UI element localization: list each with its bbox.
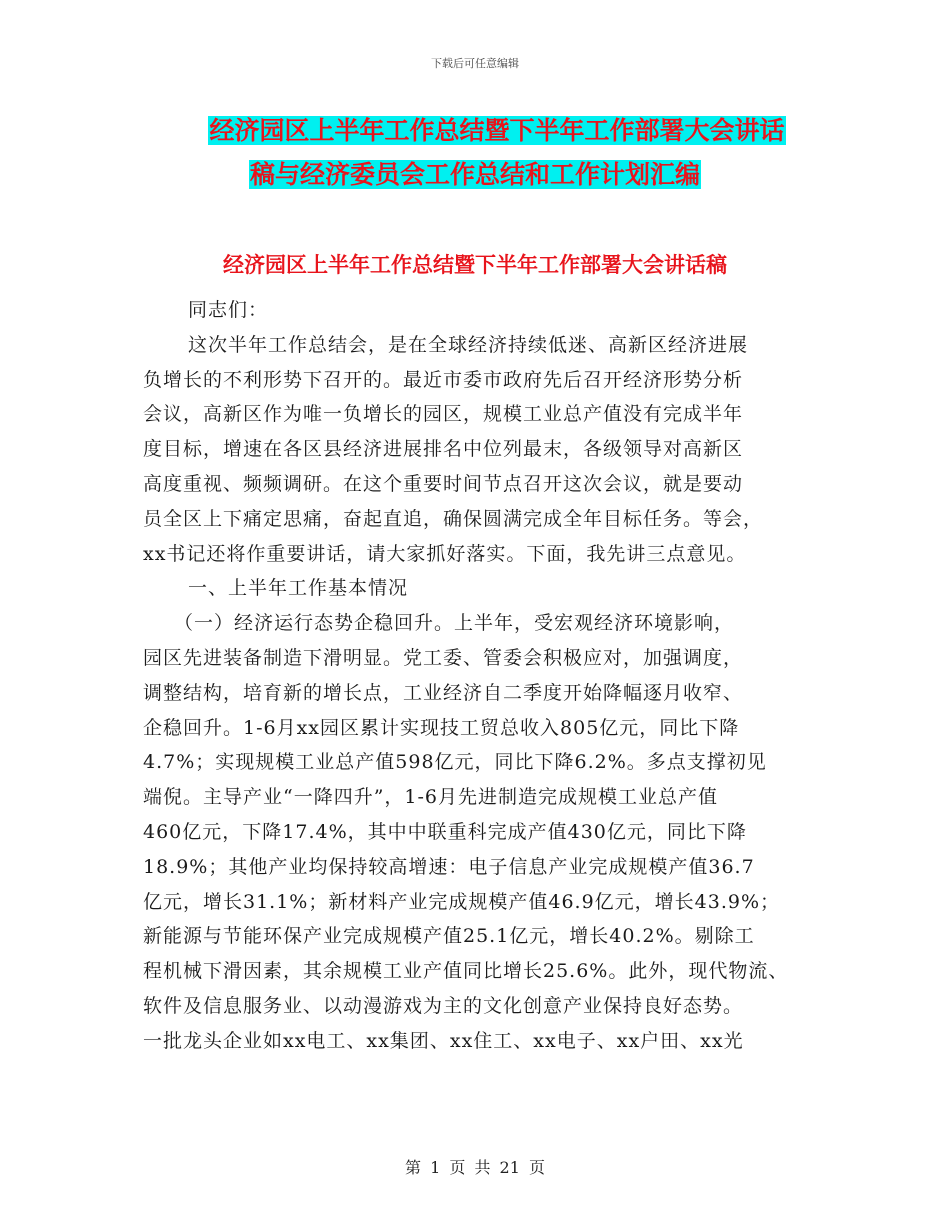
paragraph-line: 高度重视、频频调研。在这个重要时间节点召开这次会议，就是要动 — [143, 472, 744, 495]
paragraph-line: 度目标，增速在各区县经济进展排名中位列最末，各级领导对高新区 — [143, 438, 744, 461]
header-note: 下载后可任意编辑 — [431, 57, 519, 70]
paragraph-line: 端倪。主导产业“一降四升”，1-6月先进制造完成规模工业总产值 — [143, 786, 719, 809]
document-title-line-2 — [0, 155, 950, 195]
page-number-footer: 第 1 页 共 21 页 — [405, 1158, 545, 1177]
paragraph-line: 园区先进装备制造下滑明显。党工委、管委会积极应对，加强调度， — [143, 646, 744, 669]
body-text — [143, 293, 833, 1059]
paragraph-line: 企稳回升。1-6月xx园区累计实现技工贸总收入805亿元，同比下降 — [143, 716, 740, 739]
paragraph-line: 4.7%；实现规模工业总产值598亿元，同比下降6.2%。多点支撑初见 — [143, 751, 767, 774]
paragraph-line: 新能源与节能环保产业完成规模产值25.1亿元，增长40.2%。剔除工 — [143, 925, 755, 948]
paragraph-line: 软件及信息服务业、以动漫游戏为主的文化创意产业保持良好态势。 — [143, 994, 744, 1017]
document-title-text-1: 经济园区上半年工作总结暨下半年工作部署大会讲话 — [209, 116, 785, 145]
document-title-line-1 — [22, 111, 950, 151]
paragraph-line: 亿元，增长31.1%；新材料产业完成规模产值46.9亿元，增长43.9%； — [143, 890, 781, 913]
subheading-line: （一）经济运行态势企稳回升。上半年，受宏观经济环境影响， — [174, 612, 735, 635]
document-title-text-2: 稿与经济委员会工作总结和工作计划汇编 — [249, 160, 700, 189]
paragraph-line: 会议，高新区作为唯一负增长的园区，规模工业总产值没有完成半年 — [143, 403, 744, 426]
paragraph-line: 这次半年工作总结会，是在全球经济持续低迷、高新区经济进展 — [188, 333, 749, 356]
paragraph-line: xx书记还将作重要讲话，请大家抓好落实。下面，我先讲三点意见。 — [143, 542, 747, 565]
salutation: 同志们： — [188, 299, 269, 321]
heading-line: 一、上半年工作基本情况 — [188, 577, 409, 600]
paragraph-line: 调整结构，培育新的增长点，工业经济自二季度开始降幅逐月收窄、 — [143, 681, 744, 704]
paragraph-line: 一批龙头企业如xx电工、xx集团、xx住工、xx电子、xx户田、xx光 — [143, 1029, 744, 1052]
paragraph-line: 程机械下滑因素，其余规模工业产值同比增长25.6%。此外，现代物流、 — [143, 960, 789, 983]
section-title: 经济园区上半年工作总结暨下半年工作部署大会讲话稿 — [223, 253, 727, 277]
paragraph-line: 员全区上下痛定思痛，奋起直追，确保圆满完成全年目标任务。等会， — [143, 507, 764, 530]
paragraph-line: 18.9%；其他产业均保持较高增速：电子信息产业完成规模产值36.7 — [143, 855, 755, 878]
paragraph-line: 负增长的不利形势下召开的。最近市委市政府先后召开经济形势分析 — [143, 368, 744, 391]
paragraph-line: 460亿元，下降17.4%，其中中联重科完成产值430亿元，同比下降 — [143, 820, 747, 843]
